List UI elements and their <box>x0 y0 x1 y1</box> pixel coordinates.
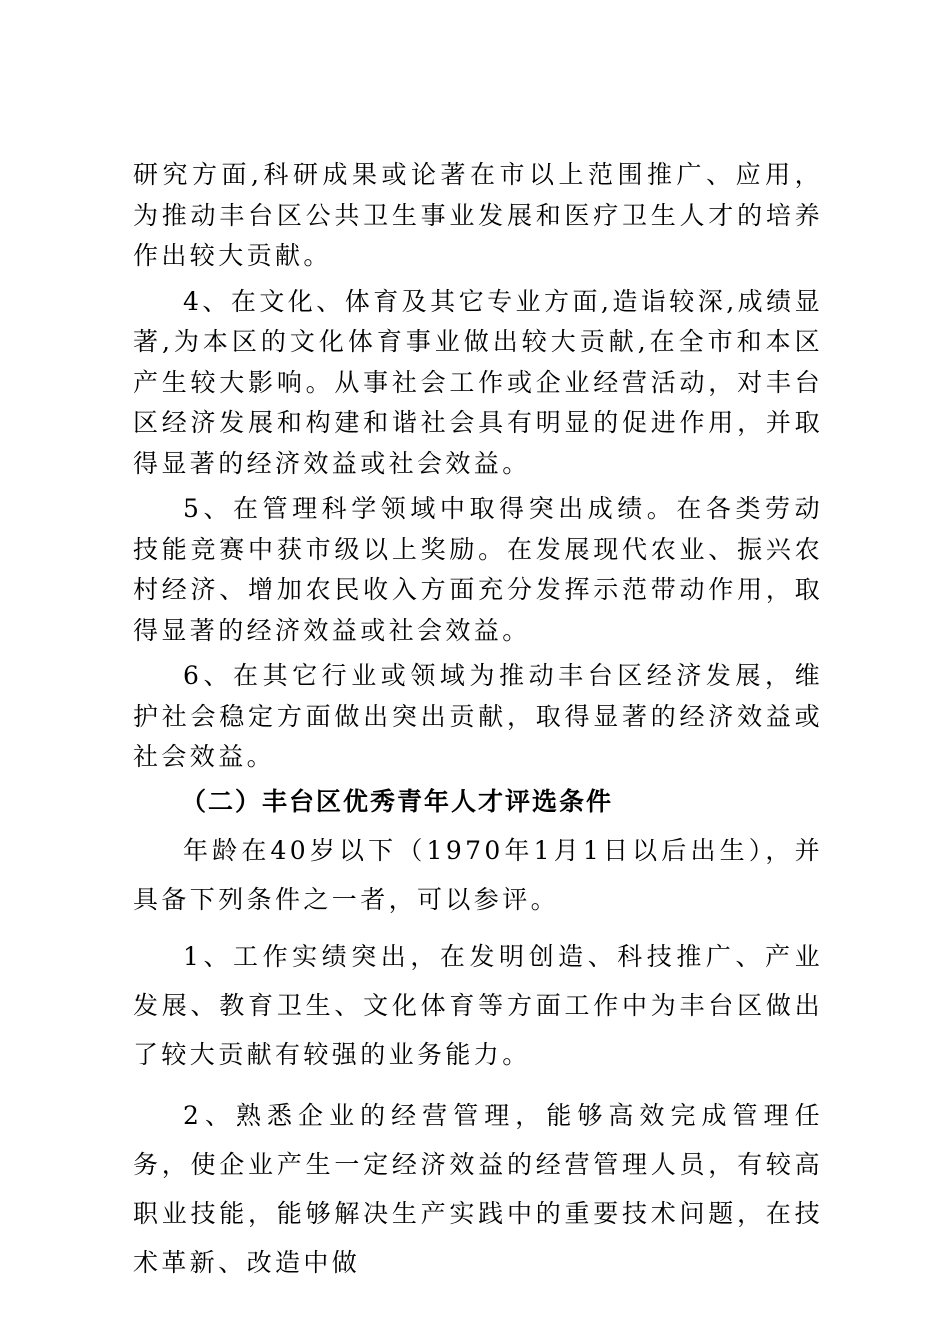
paragraph-research: 研究方面,科研成果或论著在市以上范围推广、应用，为推动丰台区公共卫生事业发展和医疗卫生人才的培养作出较大贡献。 <box>133 160 823 270</box>
document-page <box>133 155 823 1287</box>
paragraph-condition-2: 2、熟悉企业的经营管理，能够高效完成管理任务，使企业产生一定经济效益的经营管理人员，有较高职业技能，能够解决生产实践中的重要技术问题，在技术革新、改造中做 <box>133 1100 823 1277</box>
paragraph-age-requirement: 年龄在40岁以下（1970年1月1日以后出生），并具备下列条件之一者，可以参评。 <box>133 835 823 914</box>
paragraph-condition-1: 1、工作实绩突出，在发明创造、科技推广、产业发展、教育卫生、文化体育等方面工作中为丰台区做出了较大贡献有较强的业务能力。 <box>133 941 823 1069</box>
paragraph-item-4: 4、在文化、体育及其它专业方面,造诣较深,成绩显著,为本区的文化体育事业做出较大贡献,在全市和本区产生较大影响。从事社会工作或企业经营活动，对丰台区经济发展和构建和谐社会具有明显的促进作用，并取得显著的经济效益或社会效益。 <box>133 286 823 478</box>
paragraph-item-5: 5、在管理科学领域中取得突出成绩。在各类劳动技能竞赛中获市级以上奖励。在发展现代农业、振兴农村经济、增加农民收入方面充分发挥示范带动作用，取得显著的经济效益或社会效益。 <box>133 494 823 645</box>
paragraph-item-6: 6、在其它行业或领域为推动丰台区经济发展，维护社会稳定方面做出突出贡献，取得显著的经济效益或社会效益。 <box>133 661 823 771</box>
section-heading: （二）丰台区优秀青年人才评选条件 <box>181 786 614 816</box>
